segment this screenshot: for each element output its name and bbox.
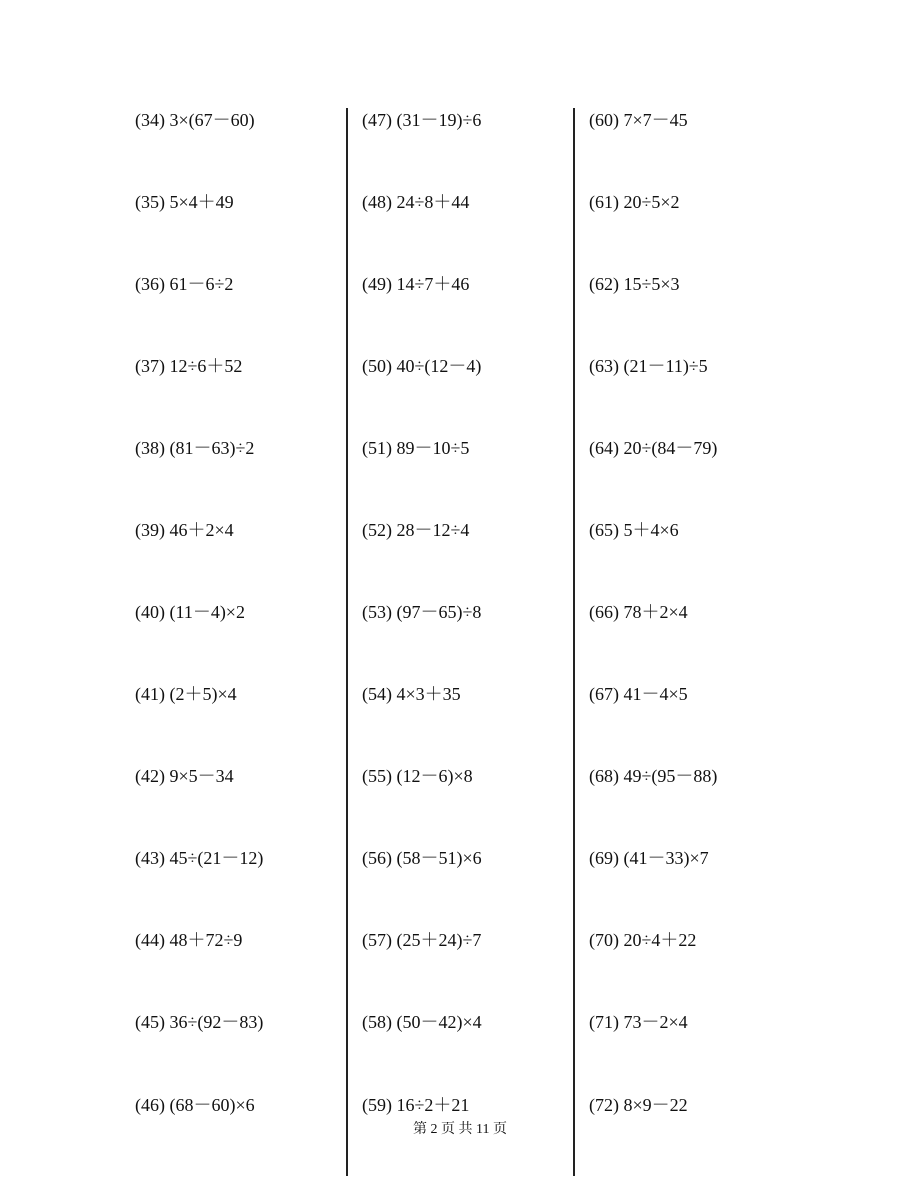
problem-58: (58) (50－42)×4	[362, 1012, 482, 1032]
problem-43: (43) 45÷(21－12)	[135, 848, 264, 868]
problem-72: (72) 8×9－22	[589, 1095, 688, 1115]
problem-60: (60) 7×7－45	[589, 110, 688, 130]
problem-56: (56) (58－51)×6	[362, 848, 482, 868]
problem-57: (57) (25＋24)÷7	[362, 930, 482, 950]
problem-44: (44) 48＋72÷9	[135, 930, 243, 950]
problem-37: (37) 12÷6＋52	[135, 356, 243, 376]
problem-62: (62) 15÷5×3	[589, 274, 680, 294]
problem-45: (45) 36÷(92－83)	[135, 1012, 264, 1032]
problem-34: (34) 3×(67－60)	[135, 110, 255, 130]
problem-69: (69) (41－33)×7	[589, 848, 709, 868]
problem-46: (46) (68－60)×6	[135, 1095, 255, 1115]
page-footer: 第 2 页 共 11 页	[413, 1122, 507, 1137]
problem-59: (59) 16÷2＋21	[362, 1095, 470, 1115]
problem-38: (38) (81－63)÷2	[135, 438, 255, 458]
problem-41: (41) (2＋5)×4	[135, 684, 237, 704]
problem-35: (35) 5×4＋49	[135, 192, 234, 212]
problem-52: (52) 28－12÷4	[362, 520, 470, 540]
problem-49: (49) 14÷7＋46	[362, 274, 470, 294]
problem-48: (48) 24÷8＋44	[362, 192, 470, 212]
problem-53: (53) (97－65)÷8	[362, 602, 482, 622]
problem-67: (67) 41－4×5	[589, 684, 688, 704]
problem-47: (47) (31－19)÷6	[362, 110, 482, 130]
problem-42: (42) 9×5－34	[135, 766, 234, 786]
problem-54: (54) 4×3＋35	[362, 684, 461, 704]
problem-51: (51) 89－10÷5	[362, 438, 470, 458]
problem-61: (61) 20÷5×2	[589, 192, 680, 212]
problem-36: (36) 61－6÷2	[135, 274, 234, 294]
problem-55: (55) (12－6)×8	[362, 766, 473, 786]
problem-64: (64) 20÷(84－79)	[589, 438, 718, 458]
problem-63: (63) (21－11)÷5	[589, 356, 708, 376]
problem-50: (50) 40÷(12－4)	[362, 356, 482, 376]
column-divider-2	[573, 108, 575, 1176]
problem-39: (39) 46＋2×4	[135, 520, 234, 540]
problem-68: (68) 49÷(95－88)	[589, 766, 718, 786]
problem-40: (40) (11－4)×2	[135, 602, 245, 622]
problem-71: (71) 73－2×4	[589, 1012, 688, 1032]
problem-70: (70) 20÷4＋22	[589, 930, 697, 950]
column-divider-1	[346, 108, 348, 1176]
problem-65: (65) 5＋4×6	[589, 520, 679, 540]
problem-66: (66) 78＋2×4	[589, 602, 688, 622]
